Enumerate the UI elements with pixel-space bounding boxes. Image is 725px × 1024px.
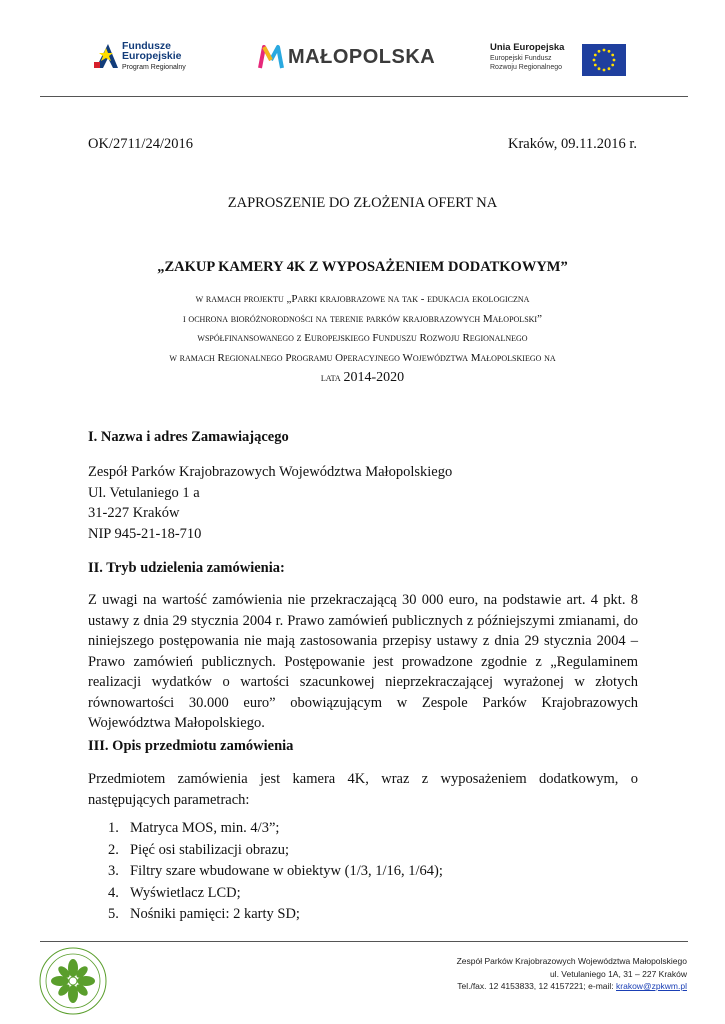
zpkwm-emblem-icon	[36, 944, 110, 1018]
project-line: w ramach Regionalnego Programu Operacyjnego Województwa Małopolskiego na	[169, 351, 556, 364]
address-line: NIP 945-21-18-710	[88, 525, 202, 542]
footer-email-link[interactable]: krakow@zpkwm.pl	[616, 981, 687, 991]
document-reference: OK/2711/24/2016	[88, 136, 193, 152]
parameters-list	[108, 818, 443, 926]
project-description	[60, 290, 665, 389]
list-item: 4. Wyświetlacz LCD;	[108, 884, 241, 901]
header-logos	[0, 38, 725, 84]
project-last-prefix: lata	[320, 372, 341, 384]
place-and-date: Kraków, 09.11.2016 r.	[507, 136, 637, 152]
section-1-title: I. Nazwa i adres Zamawiającego	[88, 429, 289, 445]
footer-phone-email: Tel./fax. 12 4153833, 12 4157221; e-mail: krakow@zpkwm.pl	[457, 981, 687, 991]
section-3-intro: Przedmiotem zamówienia jest kamera 4K, wraz z wyposażeniem dodatkowym, o następujących parametrach:	[88, 771, 638, 808]
project-years: 2014-2020	[343, 370, 405, 385]
fe-logo-line1: Fundusze	[122, 40, 171, 52]
project-line: współfinansowanego z Europejskiego Funduszu Rozwoju Regionalnego	[197, 332, 528, 344]
eu-flag-icon	[582, 44, 626, 76]
list-item: 5. Nośniki pamięci: 2 karty SD;	[108, 906, 300, 922]
address-line: Ul. Vetulaniego 1 a	[88, 484, 200, 501]
fe-logo-line2: Europejskie	[122, 50, 182, 62]
subject-heading: „ZAKUP KAMERY 4K Z WYPOSAŻENIEM DODATKOWYM”	[157, 259, 568, 275]
project-line: w ramach projektu „Parki krajobrazowe na tak - edukacja ekologiczna	[195, 293, 530, 305]
project-line-last	[60, 368, 665, 389]
address-line: Zespół Parków Krajobrazowych Województwa Małopolskiego	[88, 464, 453, 480]
footer-org-name: Zespół Parków Krajobrazowych Województwa Małopolskiego	[456, 956, 687, 966]
list-item: 2. Pięć osi stabilizacji obrazu;	[108, 841, 290, 858]
list-item: 3. Filtry szare wbudowane w obiektyw (1/3, 1/16, 1/64);	[108, 863, 443, 879]
ue-logo-line2: Europejski Fundusz	[490, 55, 552, 62]
ue-logo-line3: Rozwoju Regionalnego	[490, 64, 562, 71]
list-item: 1. Matryca MOS, min. 4/3”;	[108, 820, 280, 836]
fundusze-europejskie-logo	[94, 38, 204, 82]
ue-logo-line1: Unia Europejska	[490, 42, 565, 53]
project-line: i ochrona bioróżnorodności na terenie parków krajobrazowych Małopolski”	[183, 312, 542, 325]
invitation-heading: ZAPROSZENIE DO ZŁOŻENIA OFERT NA	[227, 195, 498, 211]
address-line: 31-227 Kraków	[88, 505, 180, 521]
malopolska-logo	[258, 38, 438, 78]
header-divider	[40, 96, 688, 97]
section-2-title: II. Tryb udzielenia zamówienia:	[88, 560, 285, 576]
footer-address: ul. Vetulaniego 1A, 31 – 227 Kraków	[549, 968, 687, 979]
fe-star-icon	[94, 40, 120, 70]
malopolska-m-icon	[258, 44, 284, 70]
footer-divider	[40, 941, 688, 942]
contracting-authority-address	[88, 462, 638, 544]
footer-contact	[457, 955, 687, 993]
fe-logo-line3: Program Regionalny	[122, 64, 186, 71]
malopolska-wordmark: MAŁOPOLSKA	[288, 46, 436, 68]
section-2-text: Z uwagi na wartość zamówienia nie przekraczającą 30 000 euro, na podstawie art. 4 pkt. 8 ustawy z dnia 29 stycznia 2004 r. Prawo zamówień publicznych z późniejszymi zmianami, do niniejszego postępowania nie mają zastosowania przepisy ustawy z dnia 29 stycznia 2004 – Prawo zamówień publicznych. Postępowanie jest prowadzone zgodnie z „Regulaminem realizacji wydatków o wartości szacunkowej nieprzekraczającej wyrażonej w złotych równowartości 30.000 euro” obowiązującym w Zespole Parków Krajobrazowych Województwa Małopolskiego.	[88, 592, 638, 731]
unia-europejska-logo	[490, 38, 630, 82]
section-3-title: III. Opis przedmiotu zamówienia	[88, 738, 294, 754]
